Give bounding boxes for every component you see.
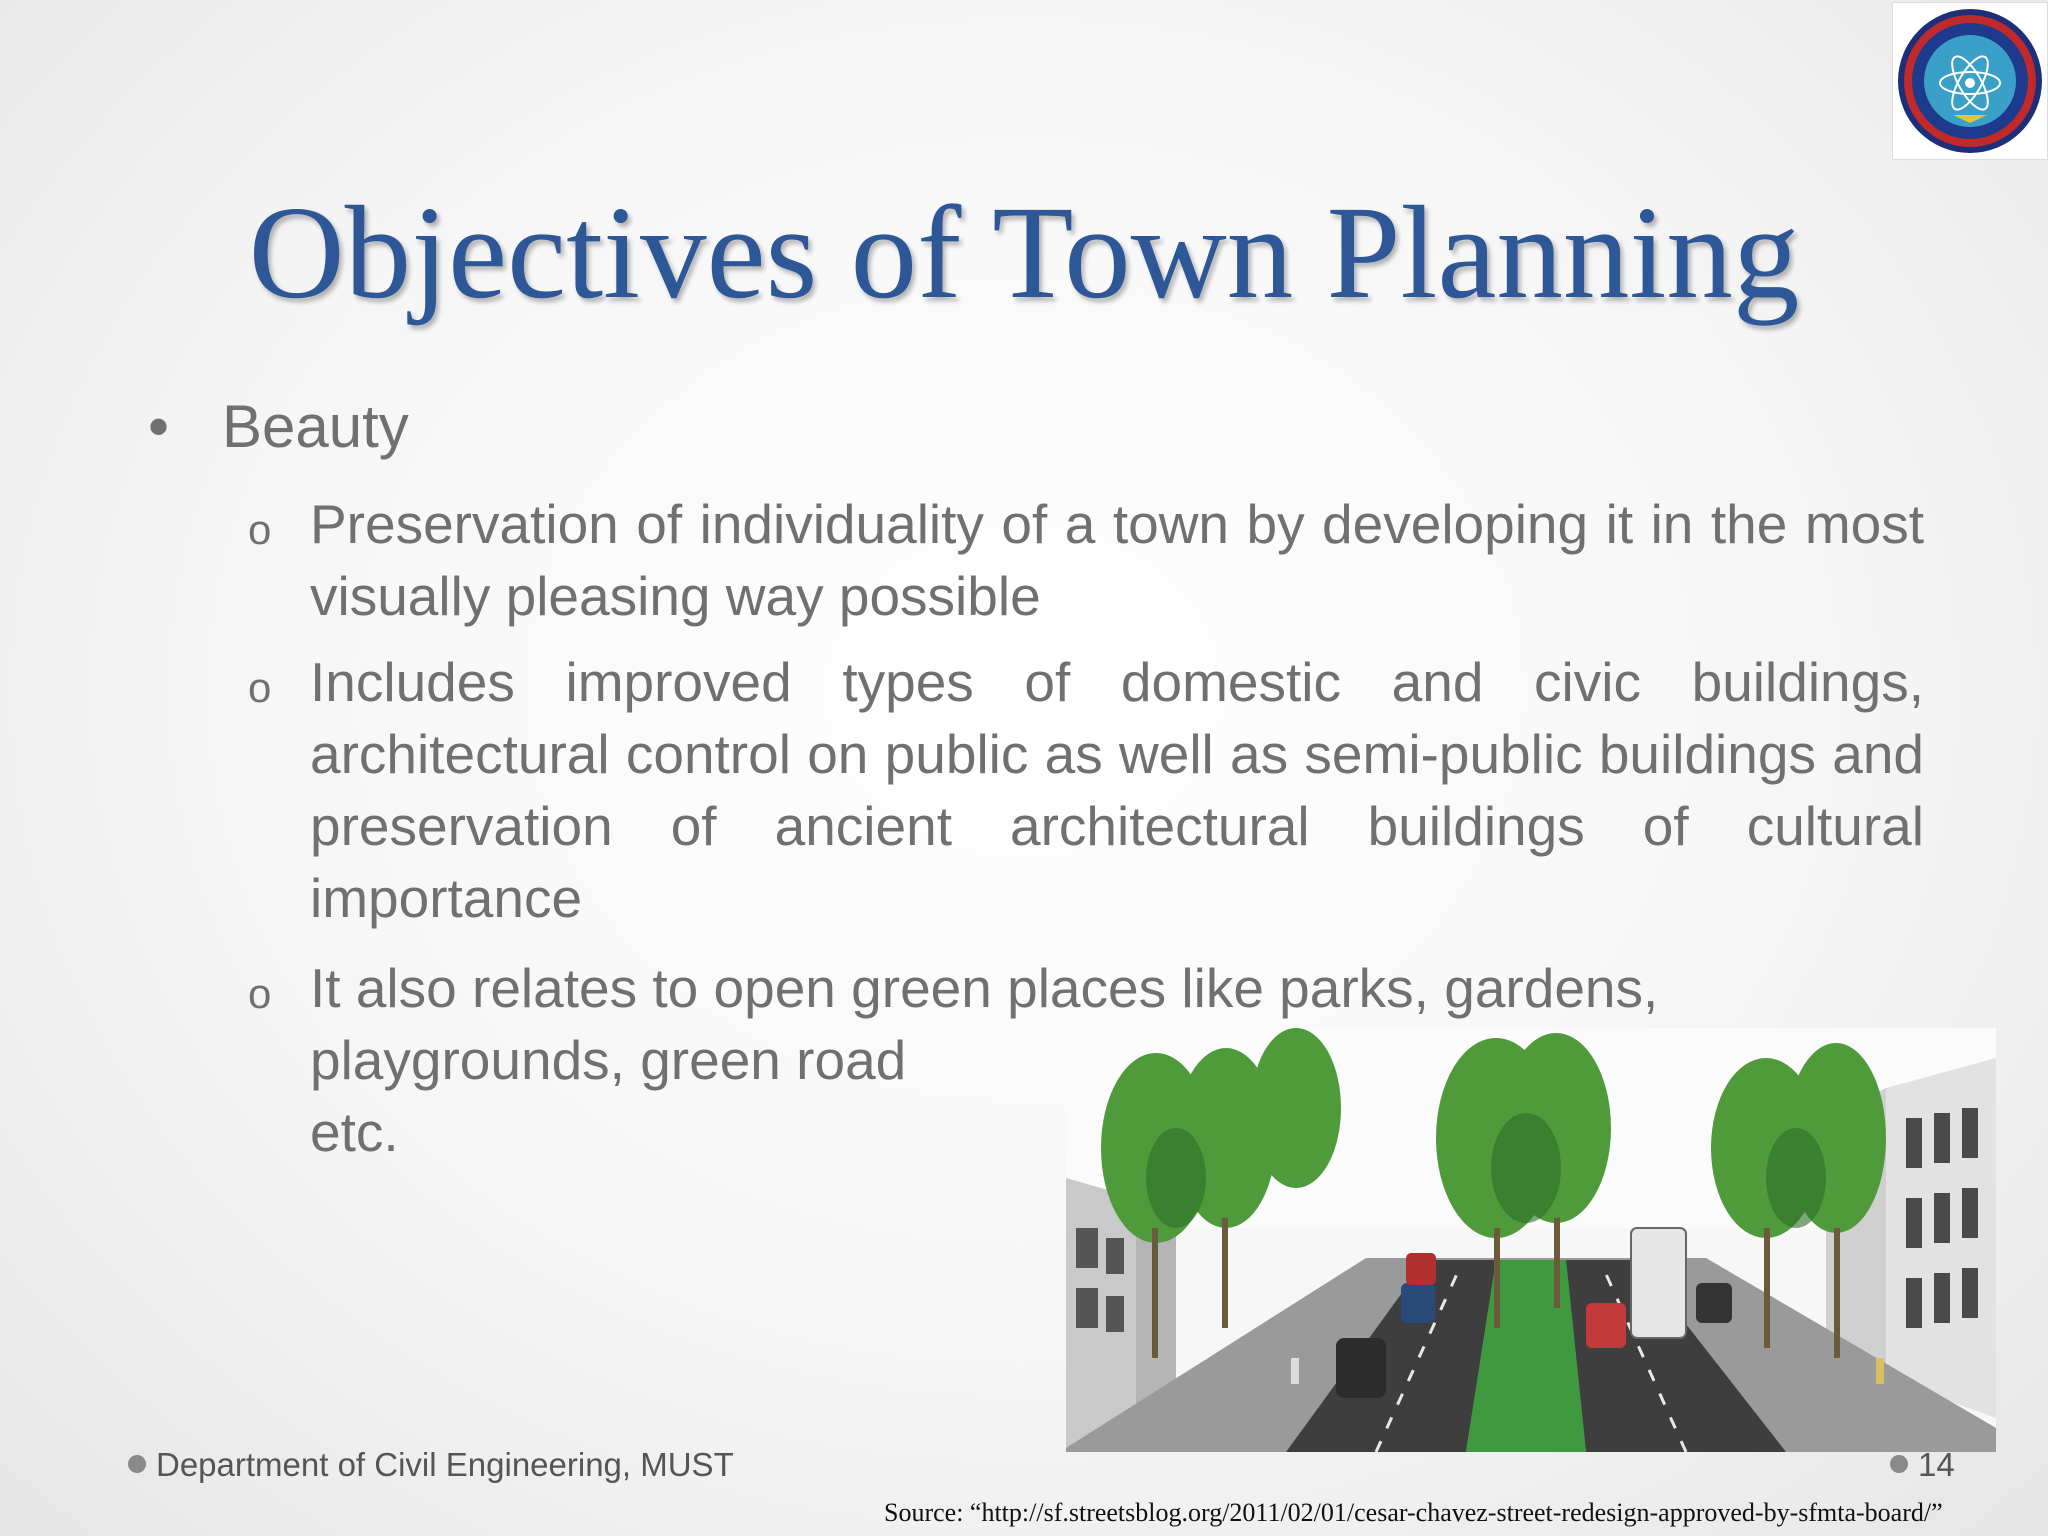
footer-bullet-icon xyxy=(128,1455,146,1473)
footer-department-text: Department of Civil Engineering, MUST xyxy=(156,1446,734,1483)
bullet-symbol: • xyxy=(148,393,170,460)
sub-marker: o xyxy=(248,506,272,553)
sub-item-text: Includes improved types of domestic and civic buildings, architectural control on public as well as semi-public buildings and preservation of ancient architectural buildings of cultural importance xyxy=(310,651,1924,929)
sub-item-text-line2: playgrounds, green road xyxy=(310,1029,907,1091)
bullet-label: Beauty xyxy=(222,393,409,460)
page-number-text: 14 xyxy=(1918,1446,1955,1483)
footer-department xyxy=(128,1446,734,1484)
image-source-citation: Source: “http://sf.streetsblog.org/2011/02/01/cesar-chavez-street-redesign-approved-by-sfmta-board/” xyxy=(884,1498,1943,1527)
sub-item-buildings xyxy=(248,646,1924,934)
street-illustration xyxy=(1066,1028,1996,1452)
footer-page-number xyxy=(1890,1446,1955,1484)
sub-marker: o xyxy=(248,970,272,1017)
sub-item-preservation xyxy=(248,488,1924,632)
university-logo xyxy=(1892,2,2048,160)
sub-marker: o xyxy=(248,664,272,711)
slide-title: Objectives of Town Planning xyxy=(248,178,1800,326)
sub-item-text-line3: etc. xyxy=(310,1101,399,1163)
sub-item-text: Preservation of individuality of a town by developing it in the most visually pleasing way possible xyxy=(310,493,1924,627)
street-redesign-image xyxy=(1066,1028,1996,1452)
sub-item-text-line1: It also relates to open green places like parks, gardens, xyxy=(310,957,1659,1019)
footer-bullet-icon xyxy=(1890,1455,1908,1473)
university-seal-icon xyxy=(1893,3,2047,159)
